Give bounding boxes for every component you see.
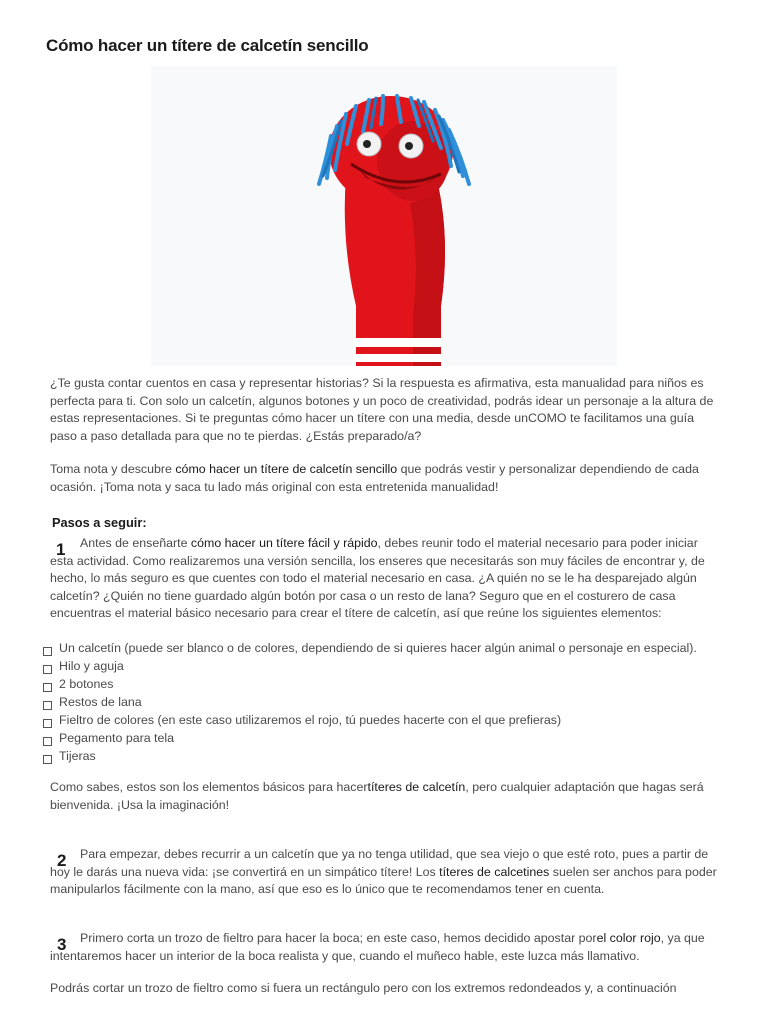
checkbox-icon: [43, 755, 52, 764]
step1-link[interactable]: cómo hacer un títere fácil y rápido: [190, 536, 378, 550]
step3-text-before: Primero corta un trozo de fieltro para hacer la boca; en este caso, hemos decidido apostar por: [80, 931, 597, 945]
checkbox-icon: [43, 701, 52, 710]
step-number-3: 3: [57, 935, 67, 954]
after-list-text-after: , pero cualquier adaptación que hagas será bienvenida. ¡Usa la imaginación!: [50, 780, 704, 812]
steps-heading: Pasos a seguir:: [52, 515, 147, 530]
step-3-text: [50, 930, 720, 965]
step2-text-before: Para empezar, debes recurrir a un calcetín que ya no tenga utilidad, que sea viejo o que esté roto, pues a partir de hoy le darás una nueva vida: ¡se convertirá en un simpático títere! Los: [50, 847, 709, 879]
list-item: [43, 640, 697, 658]
checkbox-icon: [43, 719, 52, 728]
list-item: [43, 712, 697, 730]
list-item: [43, 748, 697, 766]
material-text: 2 botones: [59, 677, 114, 691]
step-number-2: 2: [57, 851, 67, 870]
intro-paragraph-2: [50, 461, 722, 496]
step-1-text: [50, 535, 720, 623]
list-item: [43, 730, 697, 748]
material-text: Pegamento para tela: [59, 731, 175, 745]
sock-puppet-illustration: [151, 66, 617, 366]
intro-paragraph-1: ¿Te gusta contar cuentos en casa y representar historias? Si la respuesta es afirmativa, esta manualidad para niños es perfecta para ti. Con solo un calcetín, algunos botones y un poco de creatividad, podrás idear un personaje a la altura de estas representaciones. Si te preguntas cómo hacer un títere con una media, desde unCOMO te facilitamos una guía paso a paso detallada para que no te pierdas. ¿Estás preparado/a?: [50, 376, 714, 443]
step2-link[interactable]: títeres de calcetines: [439, 864, 550, 879]
material-text: Fieltro de colores (en este caso utilizaremos el rojo, tú puedes hacerte con el que prefieras): [59, 713, 562, 727]
material-text: Hilo y aguja: [59, 659, 124, 673]
materials-list: [43, 640, 697, 766]
list-item: [43, 676, 697, 694]
hero-image: [151, 66, 617, 366]
list-item: [43, 658, 697, 676]
step-2-text: [50, 846, 720, 899]
step3-text-after: , ya que intentaremos hacer un interior de la boca realista y que, cuando el muñeco hable, este luzca más llamativo.: [50, 931, 705, 963]
material-text: Tijeras: [59, 749, 96, 763]
material-text: Un calcetín (puede ser blanco o de colores, dependiendo de si quieres hacer algún animal o personaje en especial).: [59, 641, 697, 655]
after-list-text-before: Como sabes, estos son los elementos básicos para hacer: [50, 780, 368, 794]
step1-text-before: Antes de enseñarte: [80, 536, 191, 550]
intro2-text-after: que podrás vestir y personalizar dependiendo de cada ocasión. ¡Toma nota y saca tu lado más original con esta entretenida manualidad!: [50, 462, 699, 494]
step-number-1: 1: [56, 540, 66, 559]
checkbox-icon: [43, 683, 52, 692]
intro2-link[interactable]: cómo hacer un títere de calcetín sencillo: [175, 462, 398, 476]
step1-text-after: , debes reunir todo el material necesario para poder iniciar esta actividad. Como realizaremos una versión sencilla, los enseres que necesitarás son muy fáciles de encontrar y, de hecho, lo más seguro es que cuentes con todo el material necesario en casa. ¿A quién no se le ha desparejado algún calcetín? ¿Quién no tiene guardado algún botón por casa o un resto de lana? Seguro que en el costurero de casa encuentras el material básico necesario para crear el títere de calcetín, así que reúne los siguientes elementos:: [50, 536, 705, 620]
after-list-link[interactable]: títeres de calcetín: [367, 780, 466, 794]
after-list-paragraph: [50, 779, 722, 814]
step-3-continuation: Podrás cortar un trozo de fieltro como si fuera un rectángulo pero con los extremos redondeados y, a continuación: [50, 981, 677, 995]
article-title: Cómo hacer un títere de calcetín sencillo: [46, 36, 369, 55]
material-text: Restos de lana: [59, 695, 142, 709]
intro2-text-before: Toma nota y descubre: [50, 462, 176, 476]
checkbox-icon: [43, 647, 52, 656]
step2-text-after: suelen ser anchos para poder manipularlos fácilmente con la mano, así que eso es lo único que te recomendamos tener en cuenta.: [50, 864, 717, 896]
checkbox-icon: [43, 737, 52, 746]
checkbox-icon: [43, 665, 52, 674]
list-item: [43, 694, 697, 712]
step3-link[interactable]: el color rojo: [596, 931, 661, 945]
